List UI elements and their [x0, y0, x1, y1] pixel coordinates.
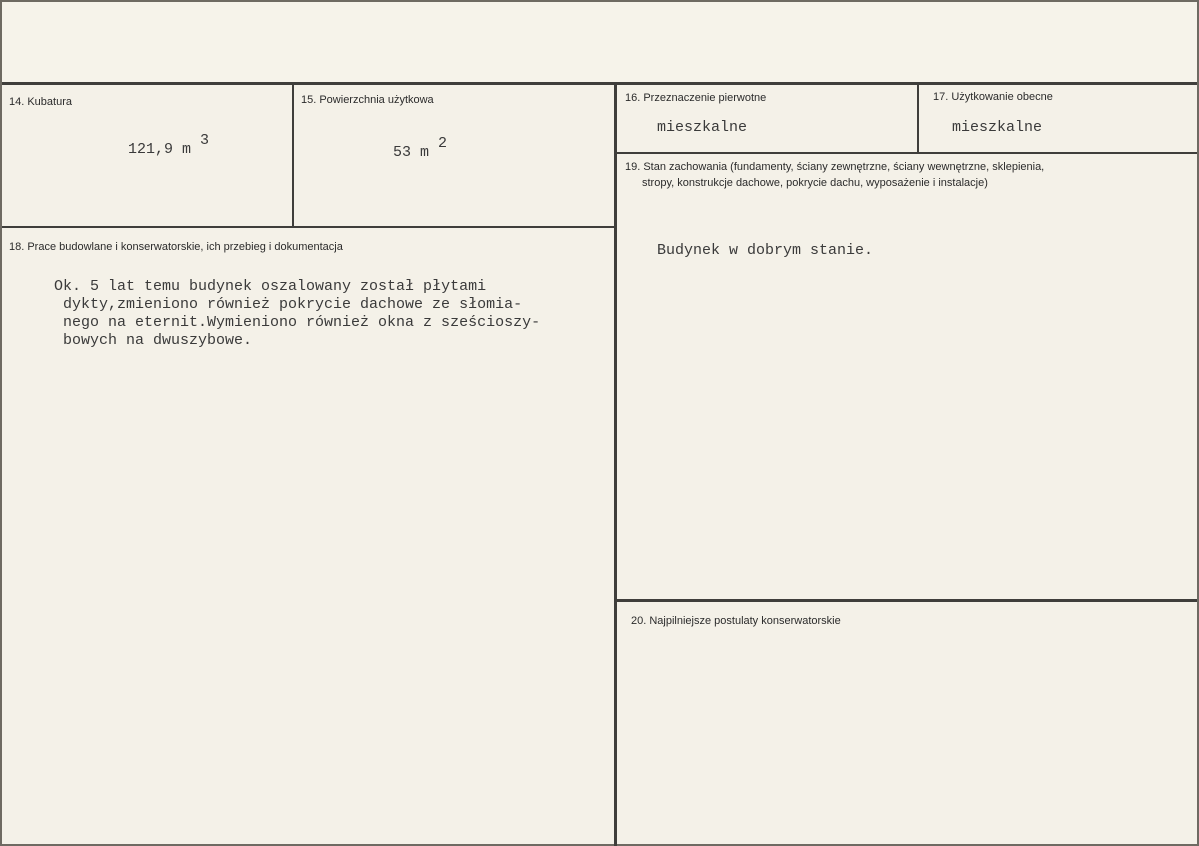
field-16-label: 16. Przeznaczenie pierwotne: [625, 92, 767, 104]
top-rule: [2, 82, 1197, 85]
powierzchnia-value: 53 m: [393, 144, 430, 161]
field-20-label: 20. Najpilniejsze postulaty konserwatorskie: [631, 615, 841, 627]
row1-left-rule: [2, 226, 616, 228]
field-17-label: 17. Użytkowanie obecne: [933, 91, 1053, 103]
field-15-label: 15. Powierzchnia użytkowa: [301, 94, 434, 106]
row-16-17-rule: [616, 152, 1197, 154]
field-19-label: 19. Stan zachowania (fundamenty, ściany zewnętrzne, ściany wewnętrzne, sklepienia,: [625, 161, 1045, 173]
field-18-label: 18. Prace budowlane i konserwatorskie, ich przebieg i dokumentacja: [9, 241, 343, 253]
field-18-line: dykty,zmieniono również pokrycie dachowe ze słomia-: [63, 296, 523, 313]
top-blank-band: [2, 2, 1197, 82]
field-18-line: bowych na dwuszybowe.: [63, 332, 253, 349]
field-18-line: nego na eternit.Wymieniono również okna z sześcioszy-: [63, 314, 541, 331]
divider-16-17: [917, 84, 919, 153]
field-16-value: mieszkalne: [657, 119, 748, 136]
field-19-label-cont: stropy, konstrukcje dachowe, pokrycie dachu, wyposażenie i instalacje): [642, 177, 988, 189]
field-17-value: mieszkalne: [952, 119, 1043, 136]
field-14-label: 14. Kubatura: [9, 96, 72, 108]
kubatura-value: 121,9 m: [128, 141, 192, 158]
center-divider: [614, 84, 617, 846]
powierzchnia-exponent: 2: [438, 135, 448, 152]
field-19-value: Budynek w dobrym stanie.: [657, 242, 874, 259]
kubatura-exponent: 3: [200, 132, 210, 149]
field-18-line: Ok. 5 lat temu budynek oszalowany został płytami: [54, 278, 487, 295]
row-20-rule: [616, 599, 1197, 602]
field-15-value: [393, 135, 448, 161]
field-18-text: [54, 278, 540, 350]
field-14-value: [128, 132, 210, 158]
divider-14-15: [292, 84, 294, 227]
